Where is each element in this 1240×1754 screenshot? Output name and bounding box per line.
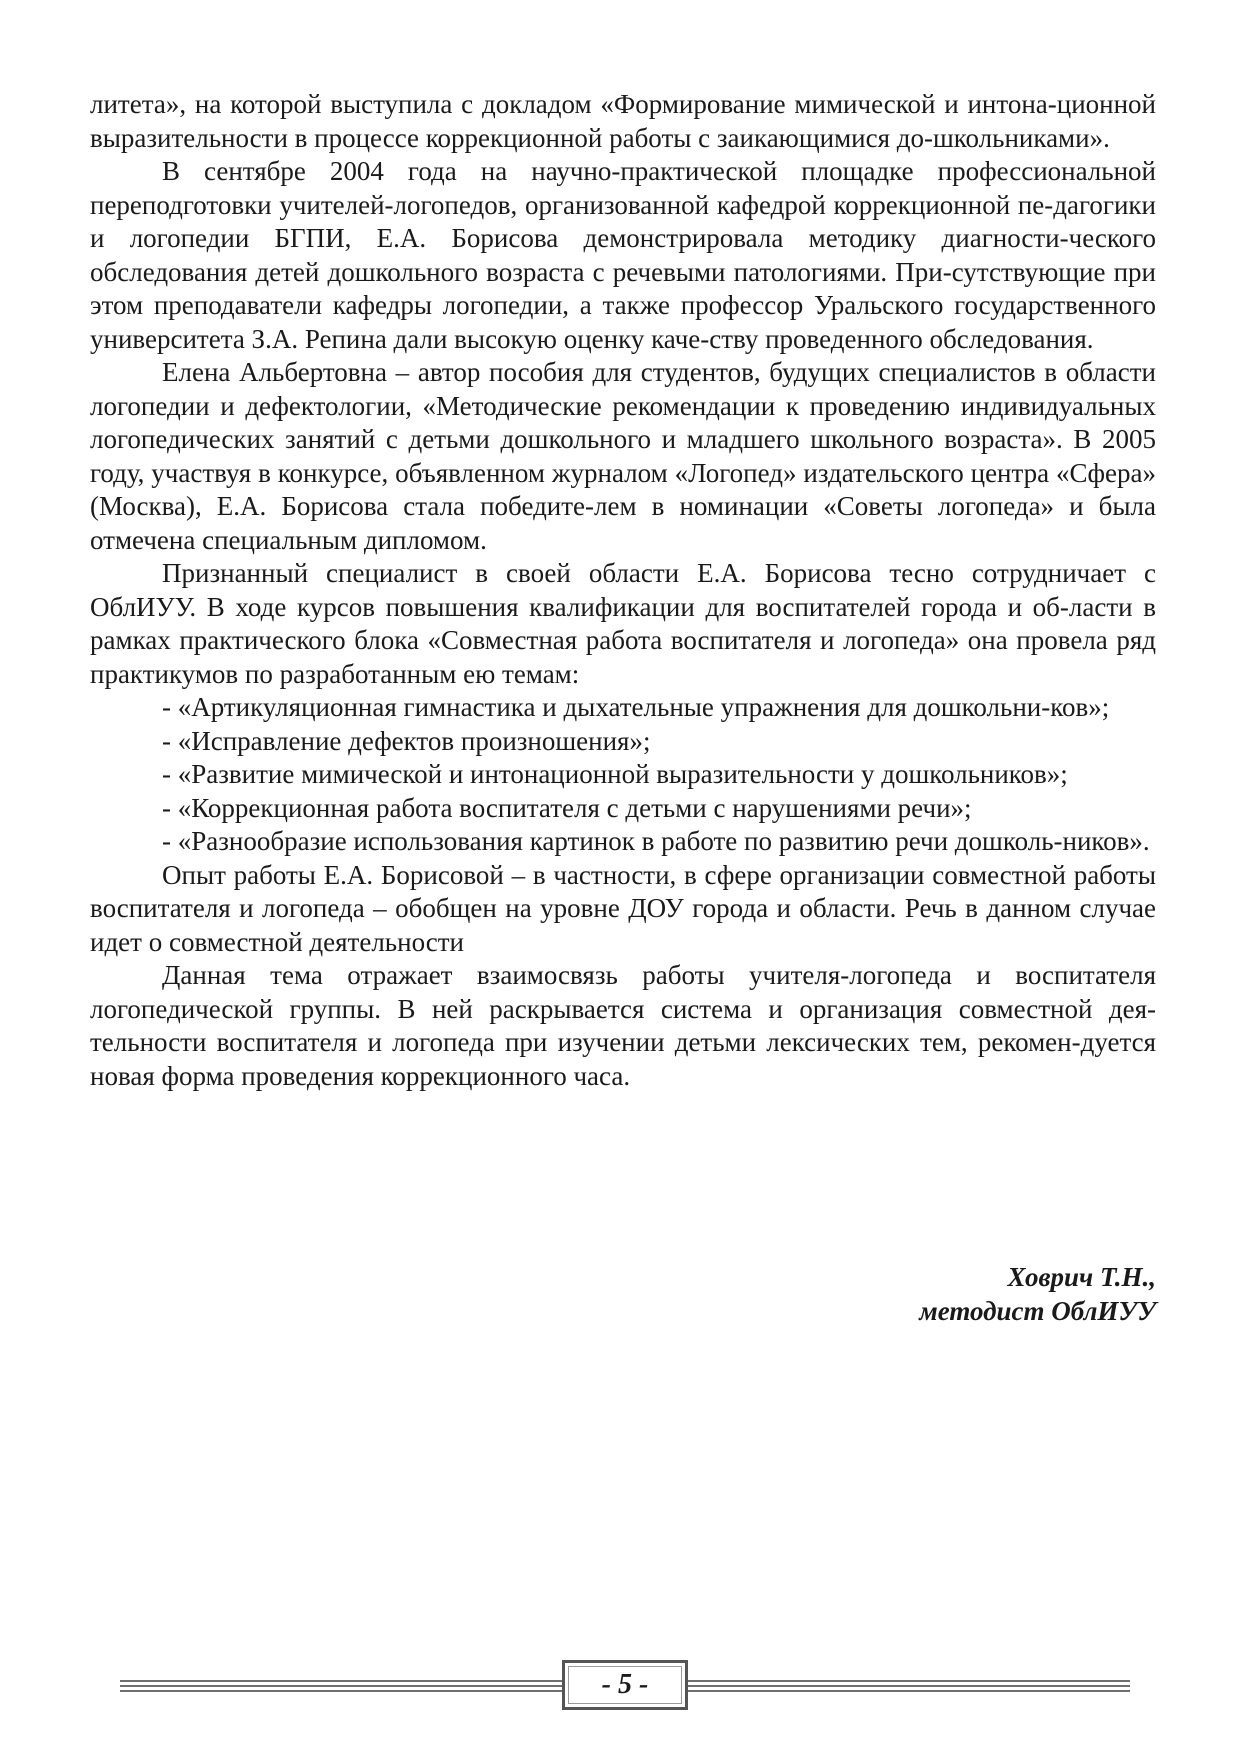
body-text xyxy=(90,88,1156,1093)
paragraph: литета», на которой выступила с докладом «Формирование мимической и интона-ционной выразительности в процессе коррекционной работы с заикающимися до-школьниками». xyxy=(90,89,1156,153)
paragraph: В сентябре 2004 года на научно-практической площадке профессиональной переподготовки учителей-логопедов, организованной кафедрой коррекционной пе-дагогики и логопедии БГПИ, Е.А. Борисова демонстрировала методику диагности-ческого обследования детей дошкольного возраста с речевыми патологиями. При-сутствующие при этом преподаватели кафедры логопедии, а также профессор Уральского государственного университета З.А. Репина дали высокую оценку каче-ству проведенного обследования. xyxy=(90,156,1156,354)
list-item: - «Артикуляционная гимнастика и дыхательные упражнения для дошкольни-ков»; xyxy=(162,692,1110,722)
page-number: - 5 - xyxy=(562,1660,688,1710)
list-item: - «Развитие мимической и интонационной выразительности у дошкольников»; xyxy=(162,759,1068,789)
footer-rule-left xyxy=(120,1680,562,1692)
signature-position: методист ОблИУУ xyxy=(919,1296,1156,1326)
paragraph: Признанный специалист в своей области Е.А. Борисова тесно сотрудничает с ОблИУУ. В ходе курсов повышения квалификации для воспитателей города и об-ласти в рамках практического блока «Совместная работа воспитателя и логопеда» она провела ряд практикумов по разработанным ею темам: xyxy=(90,558,1156,689)
page-footer xyxy=(120,1660,1130,1712)
paragraph: Опыт работы Е.А. Борисовой – в частности, в сфере организации совместной работы воспитателя и логопеда – обобщен на уровне ДОУ города и области. Речь в данном случае идет о совместной деятельности xyxy=(90,859,1156,957)
signature-name: Ховрич Т.Н., xyxy=(1007,1262,1156,1292)
list-item: - «Исправление дефектов произношения»; xyxy=(162,725,651,756)
footer-rule-right xyxy=(688,1680,1130,1692)
list-item: - «Разнообразие использования картинок в работе по развитию речи дошколь-ников». xyxy=(162,826,1150,856)
signature xyxy=(919,1260,1156,1328)
list-item: - «Коррекционная работа воспитателя с детьми с нарушениями речи»; xyxy=(162,792,972,823)
paragraph: Данная тема отражает взаимосвязь работы учителя-логопеда и воспитателя логопедической группы. В ней раскрывается система и организация совместной дея-тельности воспитателя и логопеда при изучении детьми лексических тем, рекомен-дуется новая форма проведения коррекционного часа. xyxy=(90,960,1156,1091)
paragraph: Елена Альбертовна – автор пособия для студентов, будущих специалистов в области логопедии и дефектологии, «Методические рекомендации к проведению индивидуальных логопедических занятий с детьми дошкольного и младшего школьного возраста». В 2005 году, участвуя в конкурсе, объявленном журналом «Логопед» издательского центра «Сфера» (Москва), Е.А. Борисова стала победите-лем в номинации «Советы логопеда» и была отмечена специальным дипломом. xyxy=(90,357,1156,555)
